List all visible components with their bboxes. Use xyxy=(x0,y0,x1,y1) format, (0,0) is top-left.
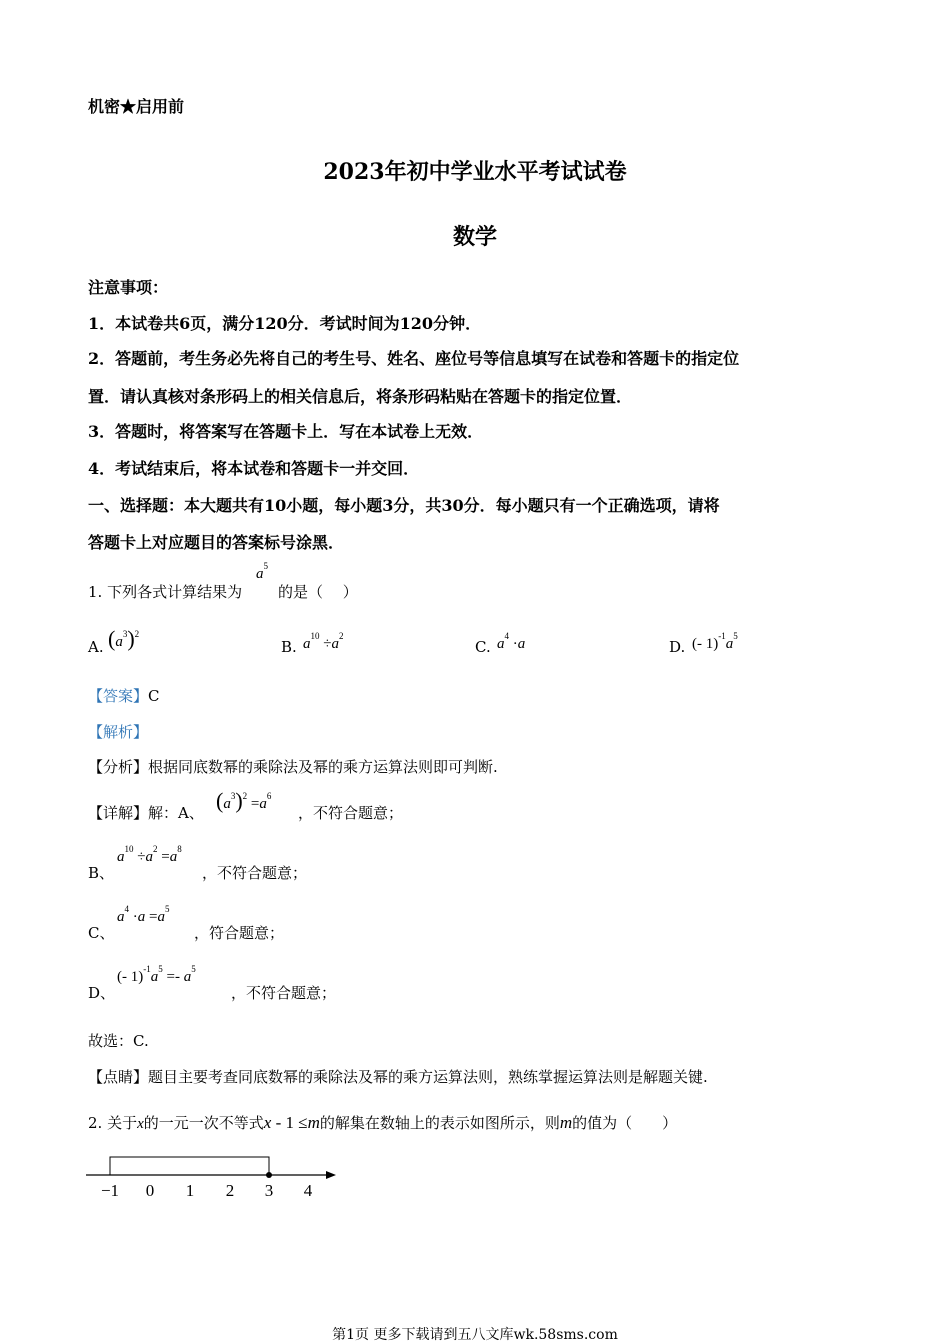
number-line-diagram xyxy=(80,1148,350,1204)
fenxi-text: 根据同底数幂的乘除法及幂的乘方运算法则即可判断. xyxy=(148,758,498,776)
notes-item-1: 1．本试卷共6页，满分120分．考试时间为120分钟． xyxy=(88,314,482,333)
q1-xiangjie-a-suffix: ，不符合题意； xyxy=(298,804,404,822)
notes-item-3: 3．答题时，将答案写在答题卡上．写在本试卷上无效． xyxy=(88,422,484,441)
confidential-label: 机密★启用前 xyxy=(88,97,185,116)
q1-answer xyxy=(88,685,160,706)
q1-line-d-prefix: D、 xyxy=(88,984,116,1002)
q1-option-b-formula: $a^{10} \div a^2$ xyxy=(303,631,344,652)
q1-stem-prefix: 1. 下列各式计算结果为 xyxy=(88,583,243,601)
page-footer: 第1页 更多下载请到五八文库wk.58sms.com xyxy=(332,1327,618,1343)
q2-stem-1: 2. 关于 xyxy=(88,1114,138,1132)
q2-var-m: m xyxy=(559,1113,573,1132)
q1-line-d-formula: (- $1)^{-1}a^5 =- a^5$ xyxy=(117,964,196,985)
q1-option-a-formula: $(a^3)^2$ xyxy=(108,626,140,651)
q2-stem-4: 的值为（ ） xyxy=(572,1114,678,1132)
tick-label: 3 xyxy=(264,1181,274,1200)
analysis-tag: 【解析】 xyxy=(88,723,149,741)
xiangjie-tag: 【详解】 xyxy=(88,804,149,822)
section-1-line-2: 答题卡上对应题目的答案标号涂黑． xyxy=(88,533,345,552)
q1-option-d-label: D. xyxy=(669,638,686,656)
q1-line-c-suffix: ，符合题意； xyxy=(194,924,285,942)
q1-choose: 故选：C. xyxy=(88,1032,149,1050)
q1-xiangjie-a-formula: $(a^3)^2 =a^6$ xyxy=(216,788,272,813)
q1-line-c-prefix: C、 xyxy=(88,924,115,942)
section-1-line-1: 一、选择题：本大题共有10小题，每小题3分，共30分．每小题只有一个正确选项，请将 xyxy=(88,496,720,515)
notes-item-2-line-2: 置．请认真核对条形码上的相关信息后，将条形码粘贴在答题卡的指定位置． xyxy=(88,387,633,406)
tick-label: 1 xyxy=(185,1181,195,1200)
tick-label: 0 xyxy=(145,1181,155,1200)
notes-item-4: 4．考试结束后，将本试卷和答题卡一并交回． xyxy=(88,459,420,478)
q1-option-a-label: A. xyxy=(88,638,104,656)
q2-inequality: x - 1 ≤m xyxy=(263,1113,320,1132)
q1-fenxi xyxy=(88,756,498,777)
q1-option-c-formula: $a^4 \cdot a$ xyxy=(497,631,526,652)
number-line-arrow xyxy=(326,1171,336,1179)
tick-label: −1 xyxy=(100,1181,120,1200)
answer-value: C xyxy=(148,687,160,705)
notes-heading: 注意事项： xyxy=(88,278,169,297)
subject-title: 数学 xyxy=(452,224,497,250)
dianjing-text: 题目主要考查同底数幂的乘除法及幂的乘方运算法则，熟练掌握运算法则是解题关键. xyxy=(148,1068,708,1086)
q2-var-x: x xyxy=(137,1116,144,1132)
q2-stem xyxy=(88,1112,677,1133)
q1-option-b-label: B. xyxy=(281,638,297,656)
q1-option-c-label: C. xyxy=(475,638,491,656)
q1-dianjing xyxy=(88,1066,708,1087)
solid-endpoint xyxy=(266,1172,272,1178)
q2-stem-2: 的一元一次不等式 xyxy=(143,1114,264,1132)
notes-item-2-line-1: 2．答题前，考生务必先将自己的考生号、姓名、座位号等信息填写在试卷和答题卡的指定位 xyxy=(88,349,740,368)
q1-line-d-suffix: ，不符合题意； xyxy=(231,984,337,1002)
q1-option-d-formula: (- $1)^{-1}a^5$ xyxy=(692,631,738,652)
q1-line-c-formula: $a^4 \cdot a =a^5$ xyxy=(117,904,170,925)
xiangjie-a-prefix: 解：A、 xyxy=(148,804,204,822)
solution-set-bracket xyxy=(110,1157,269,1175)
q1-line-b-prefix: B、 xyxy=(88,864,115,882)
q1-line-b-suffix: ，不符合题意； xyxy=(202,864,308,882)
dianjing-tag: 【点睛】 xyxy=(88,1068,149,1086)
tick-label: 4 xyxy=(303,1181,313,1200)
tick-label: 2 xyxy=(225,1181,235,1200)
answer-tag: 【答案】 xyxy=(88,687,149,705)
q1-stem-formula: $a^5$ xyxy=(256,561,268,582)
page-title: 2023年初中学业水平考试试卷 xyxy=(323,159,627,185)
q1-xiangjie-prefix xyxy=(88,802,204,823)
q1-line-b-formula: $a^{10} \div a^2 =a^8$ xyxy=(117,844,182,865)
q2-stem-3: 的解集在数轴上的表示如图所示，则 xyxy=(319,1114,560,1132)
fenxi-tag: 【分析】 xyxy=(88,758,149,776)
q1-stem-suffix: 的是（ ） xyxy=(278,583,358,601)
